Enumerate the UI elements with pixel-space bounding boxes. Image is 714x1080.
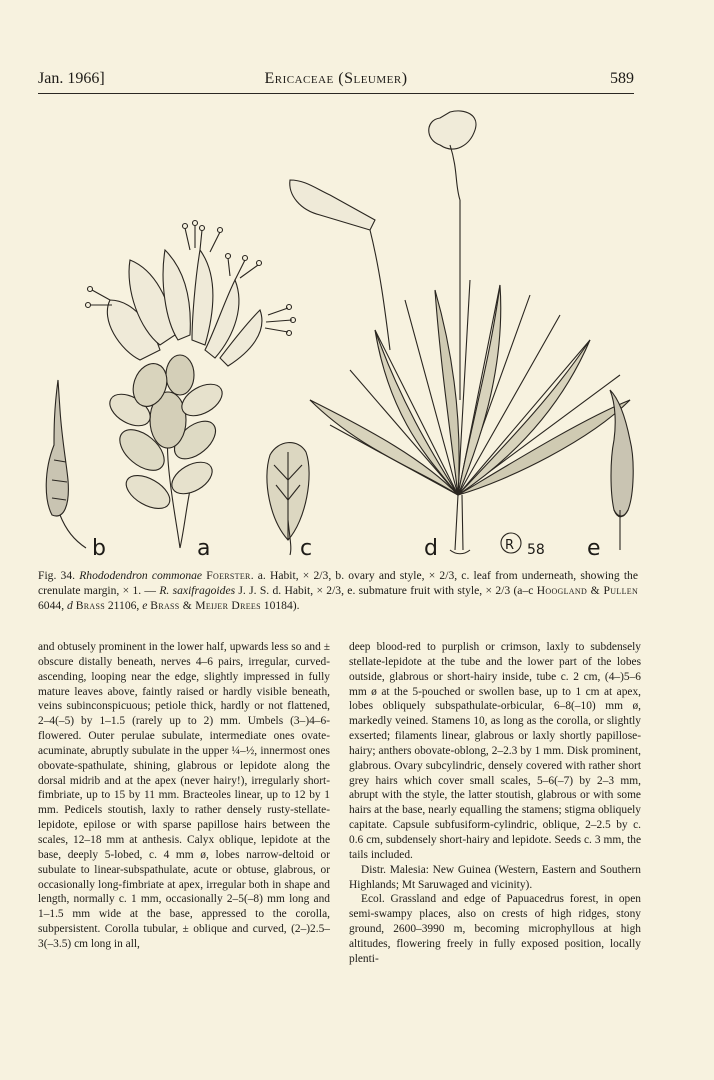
panel-label-b: b [92, 536, 106, 560]
artist-mark: R [505, 538, 515, 553]
caption-number-2: 21106, [107, 599, 140, 612]
running-header [38, 70, 634, 92]
distribution-paragraph: Distr. Malesia: New Guinea (Western, Eastern and Southern Highlands; Mt Saruwaged and vicinity). [349, 863, 641, 891]
caption-collectors-2: Brass [75, 599, 105, 612]
header-rule [38, 93, 634, 94]
page-number: 589 [610, 70, 634, 87]
header-title: Ericaceae (Sleumer) [264, 70, 408, 87]
panel-label-a: a [197, 536, 211, 560]
caption-d-label: d [67, 599, 73, 612]
description-paragraph-left: and obtusely prominent in the lower half, upwards less so and ± obscure distally beneath, nerves 4–6 pairs, irregular, curved-ascending, looping near the edge, slightly impressed in fully mature leaves above, faintly raised or hardly visible beneath, veins subinconspicuous; petiole thick, hardly or not flattened, 2–4(–5) by 1–1.5 (rarely up to 2) mm. Umbels (3–)4–6-flowered. Outer perulae subulate, intermediate ones ovate-acuminate, abruptly subulate in the upper ¼–½, innermost ones obovate-spathulate, shining, glabrous or lepidote along the dorsal midrib and at the apex (never hairy!), irregularly short-fimbriate, up to 15 by 11 mm. Bracteoles linear, up to 12 by 1 mm. Pedicels stoutish, laxly to rather densely rusty-stellate-lepidote, epilose or with sparse papillose hairs between the scales, 12–18 mm at anthesis. Calyx oblique, lepidote at the base, deeply 5-lobed, c. 4 mm ø, lobes narrow-deltoid or subulate to linear-subspathulate, acute or obtuse, glabrous, or occasionally long-fimbriate at apex, irregular both in shape and length, normally c. 1 mm, occasionally 2–5(–8) mm long and 1–1.5 mm wide at the base, appressed to the corolla, subpersistent. Corolla tubular, ± oblique and curved, (2–)2.5–3(–3.5) cm long in all, [38, 641, 330, 950]
caption-author-2: J. J. S. [238, 584, 270, 597]
caption-collectors-1: Hoogland & Pullen [536, 584, 639, 597]
panel-label-d: d [424, 536, 438, 560]
ecology-paragraph: Ecol. Grassland and edge of Papuacedrus forest, in open semi-swampy places, also on crests of high ridges, stony ground, 2600–3990 m, becoming microphyllous at high altitudes, flowering freely in fully exposed position, locally plenti- [349, 893, 641, 965]
caption-collectors-3: Brass & Meijer Drees [150, 599, 261, 612]
habit-d-drawing [290, 111, 630, 554]
plant-illustration [30, 100, 650, 560]
artist-year: 58 [527, 542, 545, 558]
header-date: Jan. 1966] [38, 70, 105, 87]
ovary-style-drawing [46, 380, 86, 548]
botanical-figure [30, 100, 650, 560]
panel-label-e: e [587, 536, 601, 560]
caption-number-3: 10184). [263, 599, 300, 612]
caption-text-2: d. Habit, × 2/3, e. submature fruit with style, × 2/3 (a–c [272, 584, 534, 597]
figure-caption [38, 568, 638, 613]
caption-author-1: Foerster [206, 569, 251, 582]
panel-label-c: c [300, 536, 313, 560]
caption-text-1: . a. Habit, × 2/3, b. ovary and style, × 2/3, c. leaf from underneath, showing the crenulate margin, × 1. — [38, 569, 638, 597]
habit-a-drawing [86, 221, 296, 549]
caption-species-1: Rhododendron commonae [79, 569, 203, 582]
caption-fig-label: Fig. 34. [38, 569, 76, 582]
caption-number-1: 6044, [38, 599, 65, 612]
description-paragraph-right: deep blood-red to purplish or crimson, laxly to subdensely stellate-lepidote at the tube and the lower part of the lobes outside, glabrous or short-hairy inside, tube c. 2 cm, (4–)5–6 mm ø at the 5-pouched or swollen base, up to 1 cm at apex, lobes obliquely subspathulate-orbicular, 6–8(–10) mm ø, markedly veined. Stamens 10, as long as the corolla, or slightly exserted; filaments linear, glabrous or laxly shortly papillose-hairy; anthers obovate-oblong, 2–2.3 by 1 mm. Disk prominent, glabrous. Ovary subcylindric, densely covered with rather short grey hairs which cover small scales, 5–6(–7) by 2–3 mm, abrupt with the style, the latter stoutish, glabrous or with some hairs at the base, nearly equalling the stamens; stigma obliquely capitate. Capsule subfusiform-cylindric, oblique, 2–2.5 by c. 0.6 cm, subdensely short-hairy and lepidote. Seeds c. 3 mm, the tails included. [349, 641, 641, 861]
caption-e-label: e [142, 599, 148, 612]
caption-species-2: R. saxifragoides [159, 584, 236, 597]
text-column-right [349, 640, 641, 967]
text-column-left [38, 640, 330, 952]
